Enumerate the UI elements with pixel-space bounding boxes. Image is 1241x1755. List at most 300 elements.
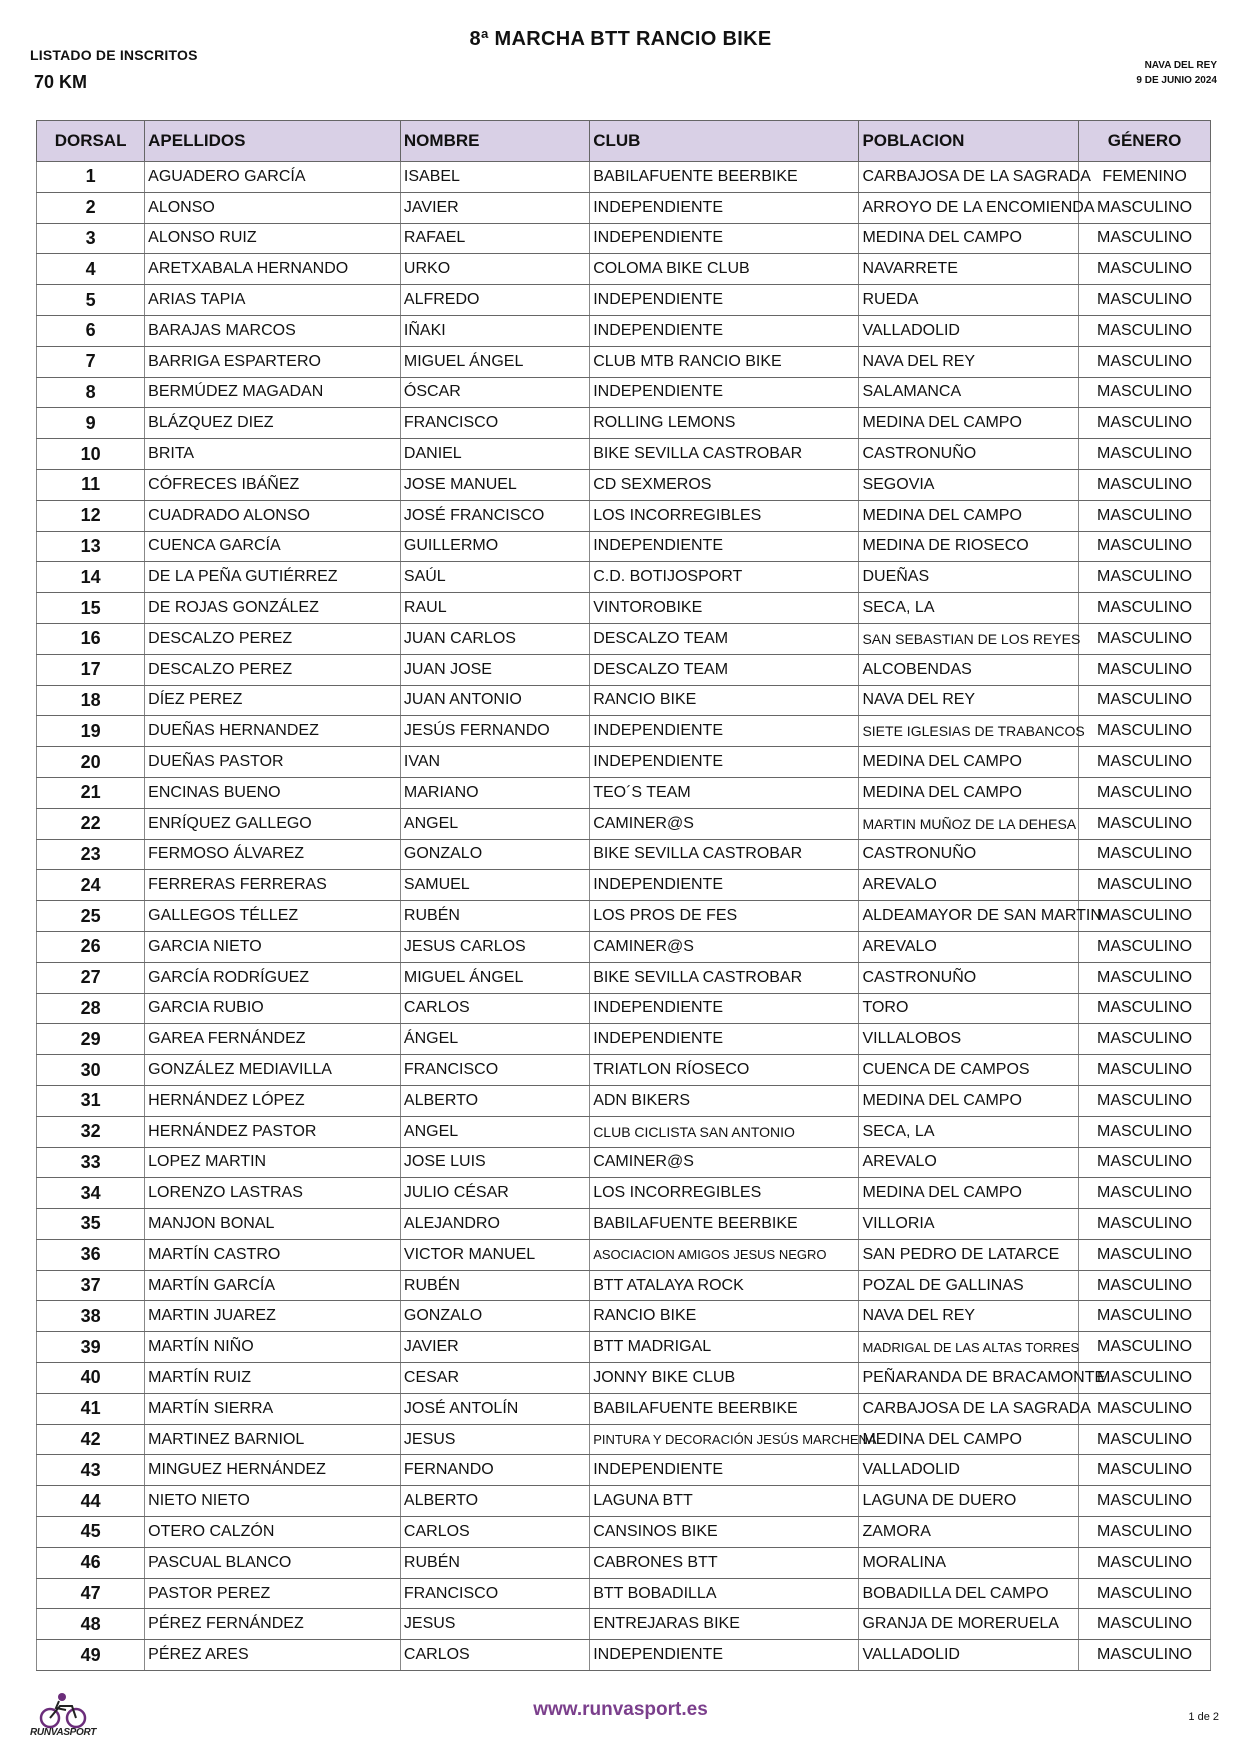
runvasport-logo-text: RUNVASPORT — [30, 1727, 97, 1738]
cell-nombre: RUBÉN — [400, 1270, 589, 1301]
cell-poblacion: NAVA DEL REY — [859, 1301, 1079, 1332]
cell-poblacion: CASTRONUÑO — [859, 962, 1079, 993]
cell-nombre: ANGEL — [400, 1116, 589, 1147]
cell-genero: MASCULINO — [1079, 377, 1211, 408]
cell-club: INDEPENDIENTE — [590, 993, 859, 1024]
table-row — [37, 593, 1211, 624]
cell-poblacion: MEDINA DEL CAMPO — [859, 1424, 1079, 1455]
table-row — [37, 408, 1211, 439]
cell-poblacion: MORALINA — [859, 1547, 1079, 1578]
cell-genero: MASCULINO — [1079, 346, 1211, 377]
cell-club: DESCALZO TEAM — [590, 623, 859, 654]
cell-genero: MASCULINO — [1079, 1578, 1211, 1609]
cell-dorsal: 26 — [37, 931, 145, 962]
cell-poblacion: MADRIGAL DE LAS ALTAS TORRES — [859, 1332, 1079, 1363]
cell-apellidos: NIETO NIETO — [145, 1486, 401, 1517]
cell-poblacion: MEDINA DEL CAMPO — [859, 1085, 1079, 1116]
cell-nombre: ANGEL — [400, 808, 589, 839]
cell-club: ENTREJARAS BIKE — [590, 1609, 859, 1640]
cell-apellidos: CUADRADO ALONSO — [145, 500, 401, 531]
cell-poblacion: ZAMORA — [859, 1517, 1079, 1548]
cell-genero: MASCULINO — [1079, 1486, 1211, 1517]
cell-dorsal: 39 — [37, 1332, 145, 1363]
cell-poblacion: ALCOBENDAS — [859, 654, 1079, 685]
cell-dorsal: 49 — [37, 1640, 145, 1671]
cell-poblacion: SECA, LA — [859, 1116, 1079, 1147]
cell-genero: MASCULINO — [1079, 408, 1211, 439]
cell-genero: MASCULINO — [1079, 562, 1211, 593]
cell-poblacion: AREVALO — [859, 870, 1079, 901]
table-row — [37, 1363, 1211, 1394]
cell-genero: MASCULINO — [1079, 777, 1211, 808]
cell-nombre: ÁNGEL — [400, 1024, 589, 1055]
cell-nombre: JESÚS FERNANDO — [400, 716, 589, 747]
column-header-apellidos: APELLIDOS — [145, 121, 401, 162]
cell-genero: MASCULINO — [1079, 716, 1211, 747]
table-body — [37, 162, 1211, 1671]
table-row — [37, 1332, 1211, 1363]
cell-nombre: MIGUEL ÁNGEL — [400, 962, 589, 993]
cell-nombre: ALBERTO — [400, 1085, 589, 1116]
cell-apellidos: ENCINAS BUENO — [145, 777, 401, 808]
cell-genero: MASCULINO — [1079, 593, 1211, 624]
cell-dorsal: 35 — [37, 1209, 145, 1240]
cell-nombre: JUAN JOSE — [400, 654, 589, 685]
event-title: 8ª MARCHA BTT RANCIO BIKE — [469, 28, 772, 50]
cell-apellidos: BRITA — [145, 439, 401, 470]
cell-poblacion: CARBAJOSA DE LA SAGRADA — [859, 1393, 1079, 1424]
cell-genero: FEMENINO — [1079, 162, 1211, 193]
cell-poblacion: POZAL DE GALLINAS — [859, 1270, 1079, 1301]
cell-genero: MASCULINO — [1079, 439, 1211, 470]
cell-nombre: ISABEL — [400, 162, 589, 193]
cell-dorsal: 19 — [37, 716, 145, 747]
cell-nombre: URKO — [400, 254, 589, 285]
cell-genero: MASCULINO — [1079, 254, 1211, 285]
cell-dorsal: 40 — [37, 1363, 145, 1394]
cell-genero: MASCULINO — [1079, 1239, 1211, 1270]
cell-apellidos: BARRIGA ESPARTERO — [145, 346, 401, 377]
cell-club: ADN BIKERS — [590, 1085, 859, 1116]
table-row — [37, 192, 1211, 223]
cell-dorsal: 9 — [37, 408, 145, 439]
cell-nombre: CARLOS — [400, 1517, 589, 1548]
cell-genero: MASCULINO — [1079, 901, 1211, 932]
cell-apellidos: GARCÍA RODRÍGUEZ — [145, 962, 401, 993]
cell-nombre: IÑAKI — [400, 315, 589, 346]
cell-dorsal: 25 — [37, 901, 145, 932]
cell-poblacion: SAN SEBASTIAN DE LOS REYES — [859, 623, 1079, 654]
cell-apellidos: GARCIA NIETO — [145, 931, 401, 962]
cell-club: CD SEXMEROS — [590, 469, 859, 500]
cell-dorsal: 45 — [37, 1517, 145, 1548]
cell-poblacion: DUEÑAS — [859, 562, 1079, 593]
cell-genero: MASCULINO — [1079, 870, 1211, 901]
cell-poblacion: SEGOVIA — [859, 469, 1079, 500]
cell-dorsal: 14 — [37, 562, 145, 593]
cell-apellidos: GALLEGOS TÉLLEZ — [145, 901, 401, 932]
cell-dorsal: 13 — [37, 531, 145, 562]
cell-dorsal: 34 — [37, 1178, 145, 1209]
cell-genero: MASCULINO — [1079, 1517, 1211, 1548]
table-row — [37, 839, 1211, 870]
cell-dorsal: 28 — [37, 993, 145, 1024]
cell-apellidos: MINGUEZ HERNÁNDEZ — [145, 1455, 401, 1486]
table-row — [37, 1424, 1211, 1455]
table-row — [37, 285, 1211, 316]
cell-poblacion: CARBAJOSA DE LA SAGRADA — [859, 162, 1079, 193]
cell-dorsal: 24 — [37, 870, 145, 901]
cell-apellidos: PASCUAL BLANCO — [145, 1547, 401, 1578]
cell-apellidos: AGUADERO GARCÍA — [145, 162, 401, 193]
cell-club: BTT BOBADILLA — [590, 1578, 859, 1609]
cell-genero: MASCULINO — [1079, 1085, 1211, 1116]
cell-poblacion: SAN PEDRO DE LATARCE — [859, 1239, 1079, 1270]
cell-dorsal: 15 — [37, 593, 145, 624]
cell-dorsal: 18 — [37, 685, 145, 716]
cell-poblacion: VILLALOBOS — [859, 1024, 1079, 1055]
cell-dorsal: 3 — [37, 223, 145, 254]
cell-club: CAMINER@S — [590, 808, 859, 839]
cell-nombre: JOSE MANUEL — [400, 469, 589, 500]
cell-club: ASOCIACION AMIGOS JESUS NEGRO — [590, 1239, 859, 1270]
cell-nombre: GUILLERMO — [400, 531, 589, 562]
cell-poblacion: MEDINA DE RIOSECO — [859, 531, 1079, 562]
cell-club: BABILAFUENTE BEERBIKE — [590, 162, 859, 193]
cell-apellidos: HERNÁNDEZ LÓPEZ — [145, 1085, 401, 1116]
cell-genero: MASCULINO — [1079, 962, 1211, 993]
cell-genero: MASCULINO — [1079, 839, 1211, 870]
cell-apellidos: ENRÍQUEZ GALLEGO — [145, 808, 401, 839]
table-row — [37, 962, 1211, 993]
cell-club: BIKE SEVILLA CASTROBAR — [590, 439, 859, 470]
cell-apellidos: PÉREZ FERNÁNDEZ — [145, 1609, 401, 1640]
table-row — [37, 1147, 1211, 1178]
cell-genero: MASCULINO — [1079, 1363, 1211, 1394]
table-row — [37, 1640, 1211, 1671]
cell-genero: MASCULINO — [1079, 1147, 1211, 1178]
cell-genero: MASCULINO — [1079, 1332, 1211, 1363]
cell-dorsal: 37 — [37, 1270, 145, 1301]
cell-dorsal: 20 — [37, 747, 145, 778]
cell-apellidos: PASTOR PEREZ — [145, 1578, 401, 1609]
cell-club: BABILAFUENTE BEERBIKE — [590, 1209, 859, 1240]
cell-dorsal: 46 — [37, 1547, 145, 1578]
cell-apellidos: ARETXABALA HERNANDO — [145, 254, 401, 285]
cell-club: CANSINOS BIKE — [590, 1517, 859, 1548]
cell-poblacion: MEDINA DEL CAMPO — [859, 223, 1079, 254]
cell-dorsal: 27 — [37, 962, 145, 993]
cell-apellidos: DE LA PEÑA GUTIÉRREZ — [145, 562, 401, 593]
table-row — [37, 500, 1211, 531]
cell-nombre: RAUL — [400, 593, 589, 624]
cell-poblacion: ARROYO DE LA ENCOMIENDA — [859, 192, 1079, 223]
cell-club: TEO´S TEAM — [590, 777, 859, 808]
cell-nombre: MIGUEL ÁNGEL — [400, 346, 589, 377]
cell-apellidos: BLÁZQUEZ DIEZ — [145, 408, 401, 439]
column-header-nombre: NOMBRE — [400, 121, 589, 162]
cell-genero: MASCULINO — [1079, 1301, 1211, 1332]
cell-apellidos: HERNÁNDEZ PASTOR — [145, 1116, 401, 1147]
table-row — [37, 1301, 1211, 1332]
cell-dorsal: 1 — [37, 162, 145, 193]
column-header-dorsal: DORSAL — [37, 121, 145, 162]
table-row — [37, 1024, 1211, 1055]
cell-dorsal: 7 — [37, 346, 145, 377]
cell-dorsal: 6 — [37, 315, 145, 346]
table-row — [37, 439, 1211, 470]
cell-club: CLUB MTB RANCIO BIKE — [590, 346, 859, 377]
cell-club: INDEPENDIENTE — [590, 1024, 859, 1055]
cell-genero: MASCULINO — [1079, 993, 1211, 1024]
cell-dorsal: 41 — [37, 1393, 145, 1424]
cell-poblacion: VALLADOLID — [859, 315, 1079, 346]
cell-apellidos: DUEÑAS PASTOR — [145, 747, 401, 778]
cell-genero: MASCULINO — [1079, 931, 1211, 962]
cell-club: C.D. BOTIJOSPORT — [590, 562, 859, 593]
cell-apellidos: MARTINEZ BARNIOL — [145, 1424, 401, 1455]
cell-genero: MASCULINO — [1079, 1393, 1211, 1424]
cell-nombre: MARIANO — [400, 777, 589, 808]
cell-dorsal: 44 — [37, 1486, 145, 1517]
cell-club: CLUB CICLISTA SAN ANTONIO — [590, 1116, 859, 1147]
cell-apellidos: LOPEZ MARTIN — [145, 1147, 401, 1178]
cell-club: INDEPENDIENTE — [590, 1640, 859, 1671]
cell-poblacion: RUEDA — [859, 285, 1079, 316]
table-row — [37, 469, 1211, 500]
table-row — [37, 1178, 1211, 1209]
cell-club: PINTURA Y DECORACIÓN JESÚS MARCHENA — [590, 1424, 859, 1455]
cell-dorsal: 42 — [37, 1424, 145, 1455]
cell-club: COLOMA BIKE CLUB — [590, 254, 859, 285]
cell-dorsal: 23 — [37, 839, 145, 870]
cell-nombre: FRANCISCO — [400, 1055, 589, 1086]
cell-poblacion: BOBADILLA DEL CAMPO — [859, 1578, 1079, 1609]
cell-nombre: JOSE LUIS — [400, 1147, 589, 1178]
cell-club: INDEPENDIENTE — [590, 377, 859, 408]
table-row — [37, 1055, 1211, 1086]
cell-dorsal: 38 — [37, 1301, 145, 1332]
cell-dorsal: 21 — [37, 777, 145, 808]
cell-genero: MASCULINO — [1079, 469, 1211, 500]
cell-dorsal: 10 — [37, 439, 145, 470]
cell-nombre: ALEJANDRO — [400, 1209, 589, 1240]
cell-nombre: JAVIER — [400, 192, 589, 223]
cell-poblacion: MEDINA DEL CAMPO — [859, 408, 1079, 439]
cell-dorsal: 2 — [37, 192, 145, 223]
cell-poblacion: SIETE IGLESIAS DE TRABANCOS — [859, 716, 1079, 747]
cell-apellidos: MARTÍN GARCÍA — [145, 1270, 401, 1301]
table-row — [37, 1517, 1211, 1548]
cell-genero: MASCULINO — [1079, 685, 1211, 716]
cell-nombre: ÓSCAR — [400, 377, 589, 408]
cell-dorsal: 22 — [37, 808, 145, 839]
table-row — [37, 808, 1211, 839]
cell-apellidos: DESCALZO PEREZ — [145, 623, 401, 654]
cell-genero: MASCULINO — [1079, 192, 1211, 223]
cell-club: JONNY BIKE CLUB — [590, 1363, 859, 1394]
cell-genero: MASCULINO — [1079, 500, 1211, 531]
cell-club: TRIATLON RÍOSECO — [590, 1055, 859, 1086]
cell-genero: MASCULINO — [1079, 1270, 1211, 1301]
cell-genero: MASCULINO — [1079, 285, 1211, 316]
cell-poblacion: CUENCA DE CAMPOS — [859, 1055, 1079, 1086]
table-row — [37, 654, 1211, 685]
cell-nombre: JAVIER — [400, 1332, 589, 1363]
cell-dorsal: 17 — [37, 654, 145, 685]
cell-nombre: IVAN — [400, 747, 589, 778]
event-date: 9 DE JUNIO 2024 — [1136, 75, 1217, 86]
table-row — [37, 1455, 1211, 1486]
cell-club: INDEPENDIENTE — [590, 1455, 859, 1486]
cell-apellidos: DÍEZ PEREZ — [145, 685, 401, 716]
cell-genero: MASCULINO — [1079, 1640, 1211, 1671]
cell-nombre: JESUS — [400, 1609, 589, 1640]
cell-nombre: JUAN CARLOS — [400, 623, 589, 654]
footer-url[interactable]: www.runvasport.es — [533, 1699, 708, 1720]
table-row — [37, 993, 1211, 1024]
cell-nombre: CESAR — [400, 1363, 589, 1394]
cell-poblacion: NAVA DEL REY — [859, 685, 1079, 716]
cell-apellidos: CÓFRECES IBÁÑEZ — [145, 469, 401, 500]
cell-poblacion: VALLADOLID — [859, 1640, 1079, 1671]
cell-dorsal: 31 — [37, 1085, 145, 1116]
cell-dorsal: 32 — [37, 1116, 145, 1147]
cell-apellidos: MARTÍN RUIZ — [145, 1363, 401, 1394]
cell-nombre: JOSÉ ANTOLÍN — [400, 1393, 589, 1424]
table-row — [37, 623, 1211, 654]
registrants-table — [36, 120, 1211, 1671]
table-header-row — [37, 121, 1211, 162]
cell-nombre: FRANCISCO — [400, 1578, 589, 1609]
cell-nombre: GONZALO — [400, 839, 589, 870]
event-location: NAVA DEL REY — [1144, 60, 1217, 71]
cell-genero: MASCULINO — [1079, 223, 1211, 254]
cell-club: INDEPENDIENTE — [590, 531, 859, 562]
cell-genero: MASCULINO — [1079, 747, 1211, 778]
cell-nombre: RUBÉN — [400, 901, 589, 932]
cell-club: LOS PROS DE FES — [590, 901, 859, 932]
table-row — [37, 346, 1211, 377]
cell-dorsal: 43 — [37, 1455, 145, 1486]
cell-nombre: SAÚL — [400, 562, 589, 593]
cell-apellidos: DE ROJAS GONZÁLEZ — [145, 593, 401, 624]
cell-nombre: ALBERTO — [400, 1486, 589, 1517]
cell-club: DESCALZO TEAM — [590, 654, 859, 685]
cell-apellidos: MANJON BONAL — [145, 1209, 401, 1240]
cell-poblacion: MEDINA DEL CAMPO — [859, 1178, 1079, 1209]
table-row — [37, 1547, 1211, 1578]
cell-club: INDEPENDIENTE — [590, 192, 859, 223]
cell-apellidos: MARTÍN CASTRO — [145, 1239, 401, 1270]
cell-club: INDEPENDIENTE — [590, 870, 859, 901]
table-row — [37, 777, 1211, 808]
cell-club: CAMINER@S — [590, 1147, 859, 1178]
cell-poblacion: NAVA DEL REY — [859, 346, 1079, 377]
distance-label: 70 KM — [34, 72, 88, 92]
cell-apellidos: GARCIA RUBIO — [145, 993, 401, 1024]
cell-apellidos: ALONSO — [145, 192, 401, 223]
cell-apellidos: DESCALZO PEREZ — [145, 654, 401, 685]
cell-apellidos: MARTIN JUAREZ — [145, 1301, 401, 1332]
cell-club: BTT ATALAYA ROCK — [590, 1270, 859, 1301]
cell-apellidos: ARIAS TAPIA — [145, 285, 401, 316]
cell-apellidos: MARTÍN SIERRA — [145, 1393, 401, 1424]
cell-club: LOS INCORREGIBLES — [590, 500, 859, 531]
cell-nombre: ALFREDO — [400, 285, 589, 316]
cell-nombre: FRANCISCO — [400, 408, 589, 439]
cell-apellidos: MARTÍN NIÑO — [145, 1332, 401, 1363]
cell-poblacion: AREVALO — [859, 1147, 1079, 1178]
table-row — [37, 1486, 1211, 1517]
cell-genero: MASCULINO — [1079, 1209, 1211, 1240]
table-row — [37, 1085, 1211, 1116]
cell-apellidos: DUEÑAS HERNANDEZ — [145, 716, 401, 747]
table-row — [37, 931, 1211, 962]
cell-poblacion: MEDINA DEL CAMPO — [859, 747, 1079, 778]
cell-poblacion: PEÑARANDA DE BRACAMONTE — [859, 1363, 1079, 1394]
cell-poblacion: MEDINA DEL CAMPO — [859, 777, 1079, 808]
cell-club: BTT MADRIGAL — [590, 1332, 859, 1363]
list-title: LISTADO DE INSCRITOS — [30, 47, 198, 63]
table-row — [37, 716, 1211, 747]
cell-poblacion: LAGUNA DE DUERO — [859, 1486, 1079, 1517]
column-header-club: CLUB — [590, 121, 859, 162]
cell-poblacion: NAVARRETE — [859, 254, 1079, 285]
cell-club: LOS INCORREGIBLES — [590, 1178, 859, 1209]
table-row — [37, 1578, 1211, 1609]
cell-nombre: JUAN ANTONIO — [400, 685, 589, 716]
cell-apellidos: GONZÁLEZ MEDIAVILLA — [145, 1055, 401, 1086]
cell-genero: MASCULINO — [1079, 1055, 1211, 1086]
table-row — [37, 1239, 1211, 1270]
cell-dorsal: 36 — [37, 1239, 145, 1270]
cell-nombre: JULIO CÉSAR — [400, 1178, 589, 1209]
cell-club: INDEPENDIENTE — [590, 716, 859, 747]
table-row — [37, 1270, 1211, 1301]
cell-club: INDEPENDIENTE — [590, 315, 859, 346]
cell-dorsal: 29 — [37, 1024, 145, 1055]
cell-genero: MASCULINO — [1079, 808, 1211, 839]
cell-nombre: JESUS CARLOS — [400, 931, 589, 962]
table-row — [37, 1209, 1211, 1240]
table-row — [37, 901, 1211, 932]
cell-apellidos: PÉREZ ARES — [145, 1640, 401, 1671]
cell-genero: MASCULINO — [1079, 623, 1211, 654]
cell-poblacion: VALLADOLID — [859, 1455, 1079, 1486]
cell-apellidos: FERMOSO ÁLVAREZ — [145, 839, 401, 870]
cell-nombre: DANIEL — [400, 439, 589, 470]
cell-apellidos: OTERO CALZÓN — [145, 1517, 401, 1548]
table-row — [37, 1393, 1211, 1424]
cell-club: RANCIO BIKE — [590, 685, 859, 716]
cell-genero: MASCULINO — [1079, 1609, 1211, 1640]
cell-dorsal: 12 — [37, 500, 145, 531]
table-row — [37, 531, 1211, 562]
cell-poblacion: VILLORIA — [859, 1209, 1079, 1240]
cell-nombre: FERNANDO — [400, 1455, 589, 1486]
table-row — [37, 162, 1211, 193]
cell-dorsal: 48 — [37, 1609, 145, 1640]
table-row — [37, 1116, 1211, 1147]
cell-genero: MASCULINO — [1079, 1547, 1211, 1578]
cell-genero: MASCULINO — [1079, 1024, 1211, 1055]
table-row — [37, 685, 1211, 716]
cell-apellidos: FERRERAS FERRERAS — [145, 870, 401, 901]
cell-nombre: GONZALO — [400, 1301, 589, 1332]
cell-nombre: JESUS — [400, 1424, 589, 1455]
cell-poblacion: ALDEAMAYOR DE SAN MARTIN — [859, 901, 1079, 932]
